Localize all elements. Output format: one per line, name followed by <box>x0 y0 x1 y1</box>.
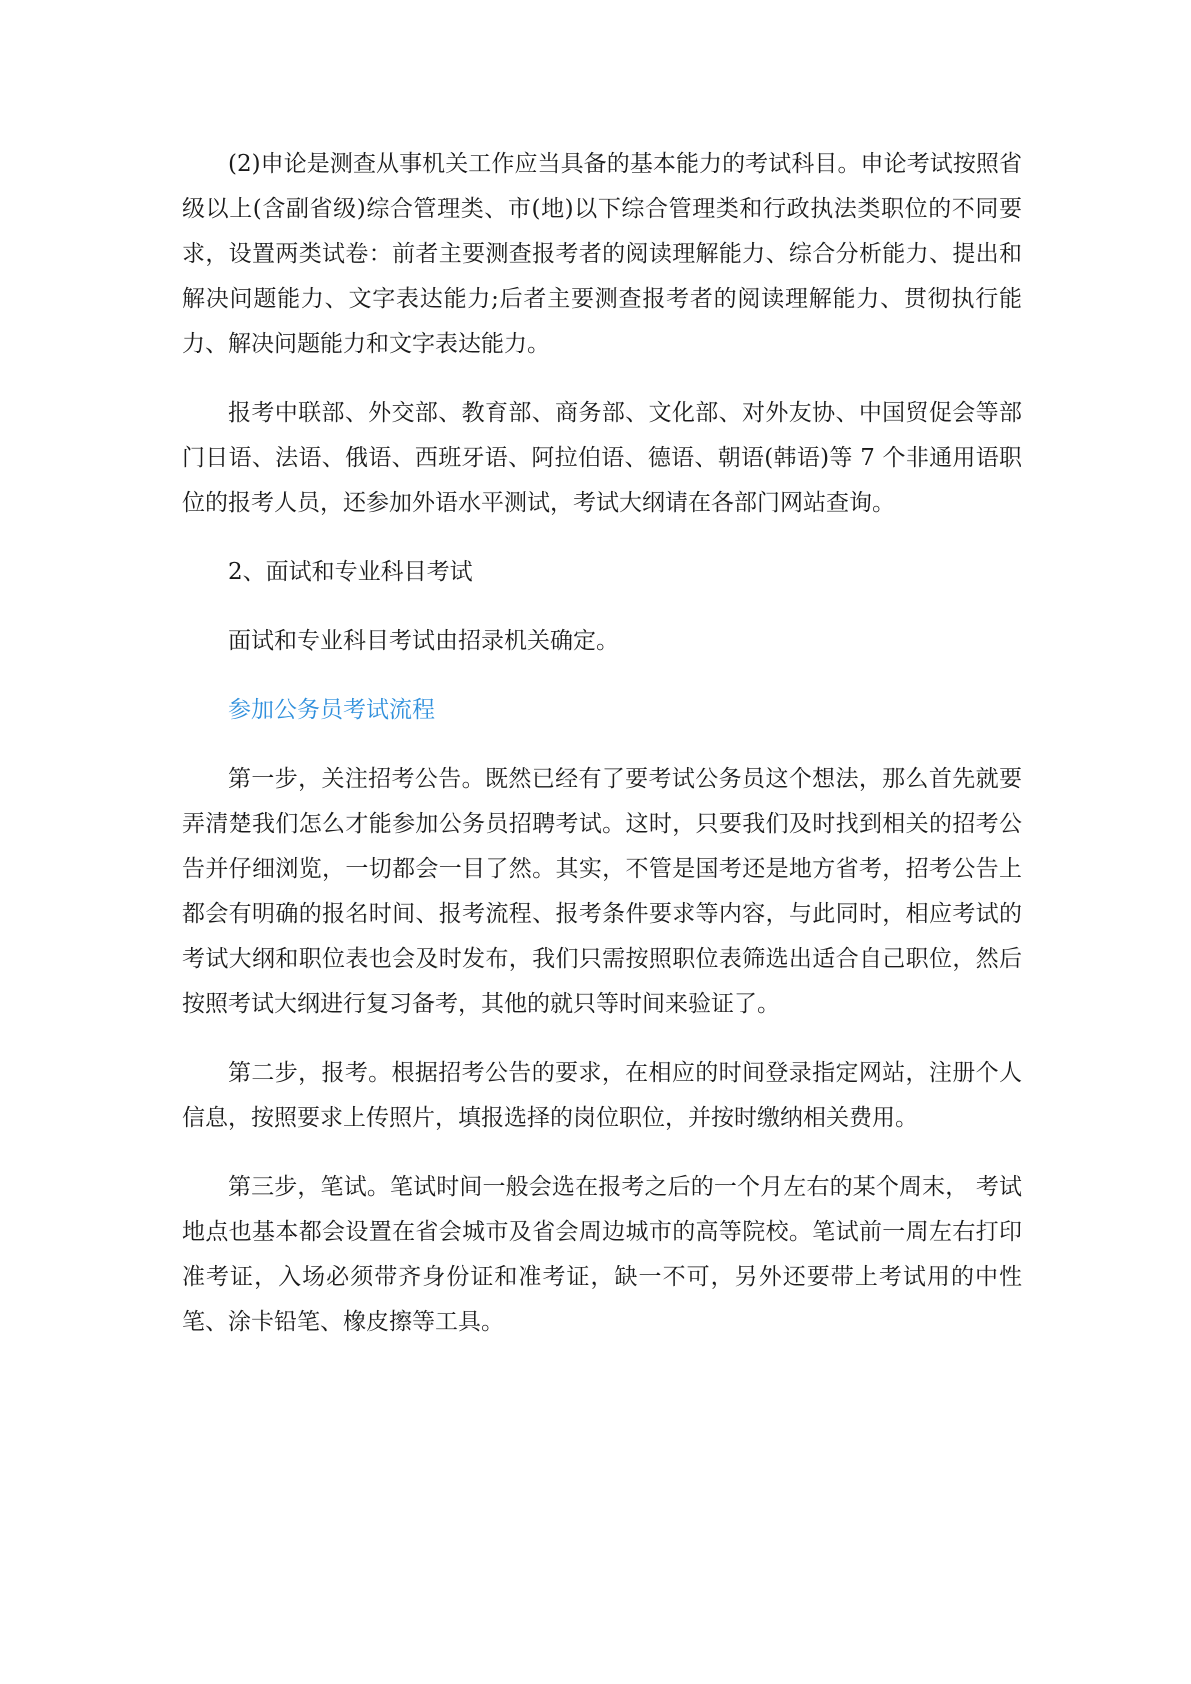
document-body <box>182 142 1022 1369</box>
paragraph-step-1: 第一步，关注招考公告。既然已经有了要考试公务员这个想法，那么首先就要弄清楚我们怎么才能参加公务员招聘考试。这时，只要我们及时找到相关的招考公告并仔细浏览，一切都会一目了然。其实，不管是国考还是地方省考，招考公告上都会有明确的报名时间、报考流程、报考条件要求等内容，与此同时，相应考试的考试大纲和职位表也会及时发布，我们只需按照职位表筛选出适合自己职位，然后按照考试大纲进行复习备考，其他的就只等时间来验证了。 <box>182 766 1022 1017</box>
paragraph-interview-title: 2、面试和专业科目考试 <box>228 559 473 585</box>
paragraph-interview-detail: 面试和专业科目考试由招录机关确定。 <box>228 628 619 654</box>
section-heading-exam-process[interactable]: 参加公务员考试流程 <box>228 697 435 723</box>
paragraph-step-3: 第三步，笔试。笔试时间一般会选在报考之后的一个月左右的某个周末， 考试地点也基本都会设置在省会城市及省会周边城市的高等院校。笔试前一周左右打印准考证，入场必须带齐身份证和准考证，缺一不可，另外还要带上考试用的中性笔、涂卡铅笔、橡皮擦等工具。 <box>182 1174 1022 1335</box>
paragraph-step-2: 第二步，报考。根据招考公告的要求，在相应的时间登录指定网站，注册个人信息，按照要求上传照片，填报选择的岗位职位，并按时缴纳相关费用。 <box>182 1060 1022 1131</box>
paragraph-shenlun: (2)申论是测查从事机关工作应当具备的基本能力的考试科目。申论考试按照省级以上(含副省级)综合管理类、市(地)以下综合管理类和行政执法类职位的不同要求，设置两类试卷：前者主要测查报考者的阅读理解能力、综合分析能力、提出和解决问题能力、文字表达能力;后者主要测查报考者的阅读理解能力、贯彻执行能力、解决问题能力和文字表达能力。 <box>182 151 1022 357</box>
paragraph-foreign-language-test: 报考中联部、外交部、教育部、商务部、文化部、对外友协、中国贸促会等部门日语、法语、俄语、西班牙语、阿拉伯语、德语、朝语(韩语)等 7 个非通用语职位的报考人员，还参加外语水平测试，考试大纲请在各部门网站查询。 <box>182 400 1022 516</box>
